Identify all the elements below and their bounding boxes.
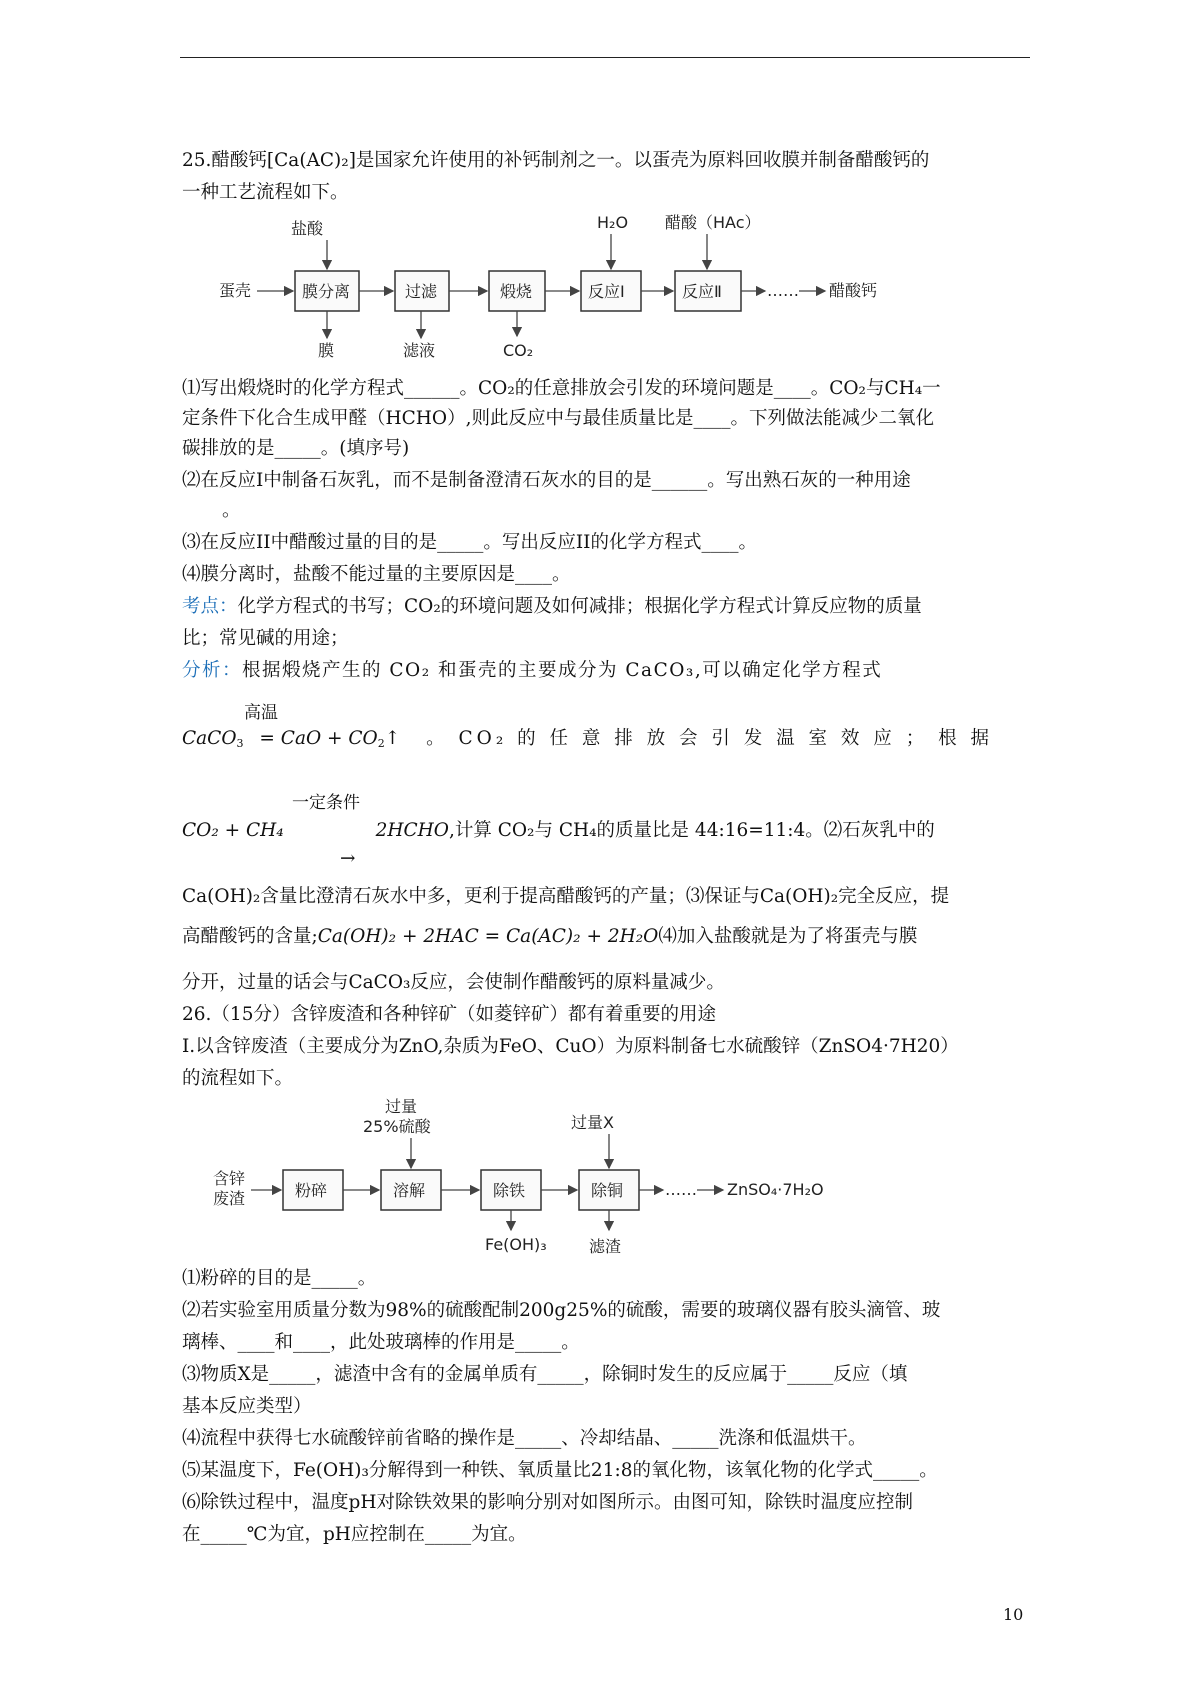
q25-part1-line1: ⑴写出煅烧时的化学方程式______。CO₂的任意排放会引发的环境问题是____。CO₂与CH₄一 bbox=[182, 378, 941, 399]
analysis-label: 分析： bbox=[182, 660, 243, 681]
flow2-box-remove-copper bbox=[579, 1170, 639, 1210]
q25-analysis-line2: Ca(OH)₂含量比澄清石灰水中多，更利于提高醋酸钙的产量；⑶保证与Ca(OH)₂完全反应，提 bbox=[182, 886, 950, 907]
q25-key-points-line1: 考点：化学方程式的书写；CO₂的环境问题及如何减排；根据化学方程式计算反应物的质量 bbox=[182, 596, 922, 617]
q25-analysis-line1: 分析：根据煅烧产生的 CO₂ 和蛋壳的主要成分为 CaCO₃,可以确定化学方程式 bbox=[182, 660, 883, 681]
flow2-start-line2: 废渣 bbox=[213, 1189, 246, 1208]
q25-intro-line2: 一种工艺流程如下。 bbox=[182, 182, 349, 203]
flow-box-calcine bbox=[489, 271, 545, 311]
q26-part5: ⑸某温度下，Fe(OH)₃分解得到一种铁、氧质量比21:8的氧化物，该氧化物的化学式_____。 bbox=[182, 1460, 938, 1481]
flow2-output-feoh3: Fe(OH)₃ bbox=[485, 1235, 547, 1254]
eq2-line: CO₂ + CH₄ 2HCHO,计算 CO₂与 CH₄的质量比是 44:16=11:4。⑵石灰乳中的 bbox=[182, 820, 935, 841]
flow2-acid-line2: 25%硫酸 bbox=[363, 1117, 431, 1136]
q25-flowchart bbox=[185, 212, 1025, 362]
eq2-arrow: → bbox=[340, 848, 356, 869]
flow2-box-remove-iron bbox=[481, 1170, 541, 1210]
q26-flowchart bbox=[185, 1094, 1025, 1260]
q26-intro-line2: 的流程如下。 bbox=[182, 1068, 294, 1089]
q25-part1-line3: 碳排放的是_____。(填序号) bbox=[182, 438, 410, 459]
key-points-label: 考点： bbox=[182, 596, 238, 617]
svg-text:过滤: 过滤 bbox=[405, 282, 438, 301]
svg-text:除铜: 除铜 bbox=[591, 1181, 624, 1200]
q26-part3-line1: ⑶物质X是_____，滤渣中含有的金属单质有_____，除铜时发生的反应属于_____反应（填 bbox=[182, 1364, 908, 1385]
svg-text:除铁: 除铁 bbox=[493, 1181, 526, 1200]
eq3: Ca(OH)₂ + 2HAC = Ca(AC)₂ + 2H₂O bbox=[317, 926, 659, 947]
q26-intro-line1: I.以含锌废渣（主要成分为ZnO,杂质为FeO、CuO）为原料制备七水硫酸锌（ZnSO4·7H20） bbox=[182, 1036, 959, 1057]
flow-box-filter bbox=[395, 271, 449, 311]
flow-input-hcl: 盐酸 bbox=[291, 219, 324, 238]
q26-part6-line1: ⑹除铁过程中，温度pH对除铁效果的影响分别对如图所示。由图可知，除铁时温度应控制 bbox=[182, 1492, 913, 1513]
flow2-output-residue: 滤渣 bbox=[589, 1237, 622, 1256]
flow-box-membrane bbox=[295, 271, 359, 311]
flow-output-membrane: 膜 bbox=[318, 341, 335, 360]
svg-text:溶解: 溶解 bbox=[393, 1181, 426, 1200]
q25-part4: ⑷膜分离时，盐酸不能过量的主要原因是____。 bbox=[182, 564, 571, 585]
q26-title: 26.（15分）含锌废渣和各种锌矿（如菱锌矿）都有着重要的用途 bbox=[182, 1004, 716, 1025]
q25-part1-line2: 定条件下化合生成甲醛（HCHO）,则此反应中与最佳质量比是____。下列做法能减少二氧化 bbox=[182, 408, 934, 429]
flow-box-reaction1 bbox=[581, 271, 641, 311]
header-rule bbox=[180, 57, 1030, 58]
flow-start-eggshell: 蛋壳 bbox=[219, 281, 252, 300]
flow-end-calcium-acetate: 醋酸钙 bbox=[829, 281, 878, 300]
eq1-condition: 高温 bbox=[244, 703, 278, 723]
flow-output-filtrate: 滤液 bbox=[403, 341, 436, 360]
flow2-end-product: ZnSO₄·7H₂O bbox=[727, 1180, 824, 1199]
q25-part2-line2: 。 bbox=[222, 500, 241, 521]
svg-text:反应Ⅰ: 反应Ⅰ bbox=[588, 282, 625, 301]
flow-box-reaction2 bbox=[675, 271, 741, 311]
svg-text:粉碎: 粉碎 bbox=[295, 1181, 328, 1200]
svg-text:反应Ⅱ: 反应Ⅱ bbox=[682, 282, 722, 301]
q26-part3-line2: 基本反应类型） bbox=[182, 1396, 312, 1417]
q25-intro-line1: 25.醋酸钙[Ca(AC)₂]是国家允许使用的补钙制剂之一。以蛋壳为原料回收膜并制备醋酸钙的 bbox=[182, 150, 930, 171]
q26-part2-line2: 璃棒、____和____，此处玻璃棒的作用是_____。 bbox=[182, 1332, 580, 1353]
flow-output-co2: CO₂ bbox=[503, 341, 534, 360]
q25-part2-line1: ⑵在反应Ⅰ中制备石灰乳，而不是制备澄清石灰水的目的是______。写出熟石灰的一种用途 bbox=[182, 470, 911, 491]
flow2-excess-x: 过量X bbox=[571, 1113, 614, 1132]
flow-dots: …… bbox=[767, 281, 799, 300]
flow2-acid-line1: 过量 bbox=[385, 1097, 418, 1116]
flow2-box-dissolve bbox=[381, 1170, 441, 1210]
flow2-dots: …… bbox=[665, 1180, 697, 1199]
eq2-condition: 一定条件 bbox=[292, 793, 360, 813]
q25-analysis-line4: 分开，过量的话会与CaCO₃反应，会使制作醋酸钙的原料量减少。 bbox=[182, 972, 725, 993]
q26-part2-line1: ⑵若实验室用质量分数为98%的硫酸配制200g25%的硫酸，需要的玻璃仪器有胶头滴管、玻 bbox=[182, 1300, 941, 1321]
eq1-line: CaCO$_3$ = CaO + $CO_2↑$ 。 CO₂ 的 任 意 排 放 会 引 发 温 室 效 应 ； 根 据 bbox=[182, 728, 993, 750]
flow-input-acetic-acid: 醋酸（HAc） bbox=[665, 213, 761, 232]
svg-text:膜分离: 膜分离 bbox=[302, 282, 351, 301]
svg-text:煅烧: 煅烧 bbox=[500, 282, 533, 301]
q26-part4: ⑷流程中获得七水硫酸锌前省略的操作是_____、冷却结晶、_____洗涤和低温烘干。 bbox=[182, 1428, 867, 1449]
flow2-box-crush bbox=[283, 1170, 343, 1210]
flow-input-water: H₂O bbox=[597, 213, 629, 232]
page-number: 10 bbox=[1003, 1605, 1024, 1624]
q25-analysis-line3: 高醋酸钙的含量;Ca(OH)₂ + 2HAC = Ca(AC)₂ + 2H₂O⑷加入盐酸就是为了将蛋壳与膜 bbox=[182, 926, 918, 947]
q26-part6-line2: 在_____℃为宜，pH应控制在_____为宜。 bbox=[182, 1524, 527, 1545]
q25-key-points-line2: 比；常见碱的用途； bbox=[182, 628, 349, 649]
q25-part3: ⑶在反应II中醋酸过量的目的是_____。写出反应II的化学方程式____。 bbox=[182, 532, 757, 553]
flow2-start-line1: 含锌 bbox=[213, 1169, 246, 1188]
q26-part1: ⑴粉碎的目的是_____。 bbox=[182, 1268, 377, 1289]
